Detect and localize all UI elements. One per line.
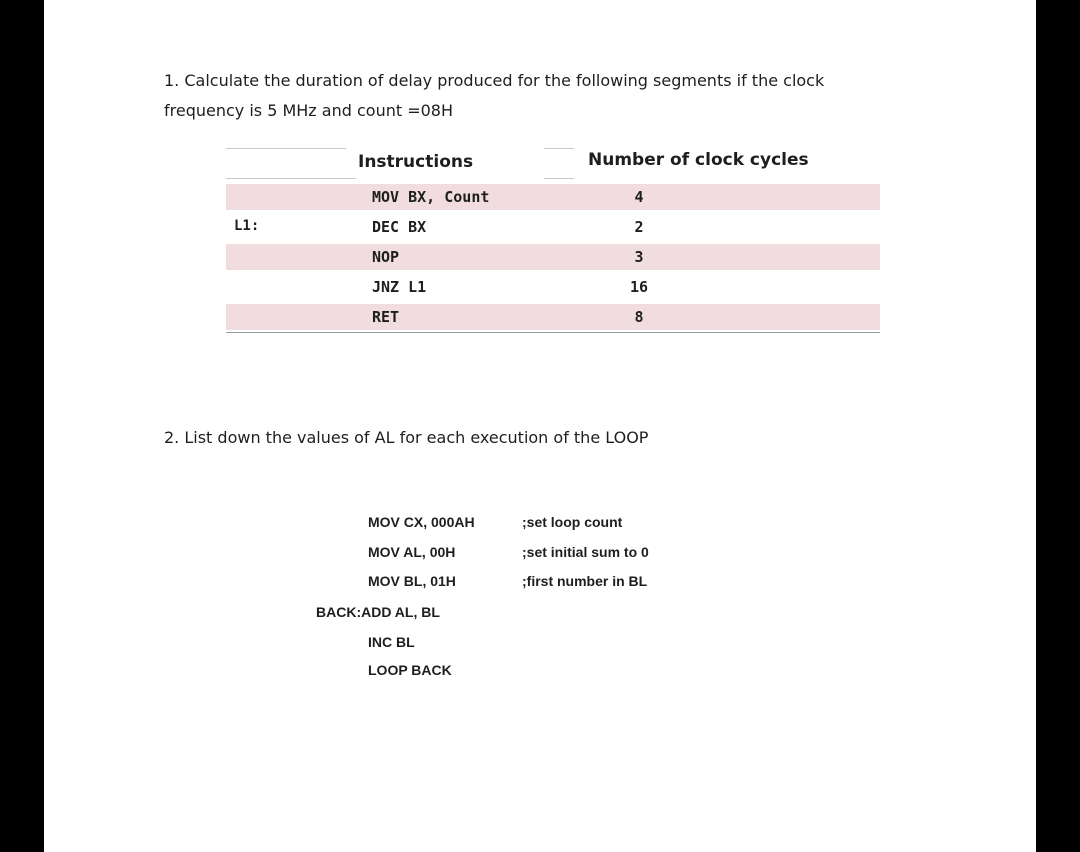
row-instruction: DEC BX (372, 218, 427, 236)
row-cycles: 4 (634, 188, 644, 206)
row-instruction: RET (372, 308, 400, 326)
table-row (226, 184, 880, 210)
code-comment: ;set initial sum to 0 (522, 544, 649, 560)
code-line: MOV CX, 000AH (368, 514, 475, 530)
row-cycles: 3 (634, 248, 644, 266)
question-1 (164, 66, 944, 126)
column-header-instructions: Instructions (358, 152, 474, 172)
code-line: INC BL (368, 634, 415, 650)
code-comment: ;first number in BL (522, 573, 648, 589)
code-line: MOV AL, 00H (368, 544, 456, 560)
table-row (226, 274, 880, 300)
row-instruction: NOP (372, 248, 400, 266)
code-comment: ;set loop count (522, 514, 623, 530)
table-row (226, 244, 880, 270)
row-instruction: MOV BX, Count (372, 188, 490, 206)
row-label: L1: (234, 218, 260, 234)
table-rule (226, 148, 346, 149)
table-row (226, 214, 880, 240)
instruction-table (226, 140, 880, 340)
row-cycles: 8 (634, 308, 644, 326)
row-cycles: 16 (629, 278, 649, 296)
question-2: 2. List down the values of AL for each execution of the LOOP (164, 428, 649, 447)
document-page (44, 0, 1036, 852)
question-1-line-2: frequency is 5 MHz and count =08H (164, 101, 453, 120)
question-1-line-1: 1. Calculate the duration of delay produced for the following segments if the clock (164, 71, 825, 90)
row-instruction: JNZ L1 (372, 278, 427, 296)
table-rule (544, 148, 574, 149)
table-rule (544, 178, 574, 179)
code-line: BACK:ADD AL, BL (316, 604, 440, 620)
column-header-clock-cycles: Number of clock cycles (588, 150, 809, 170)
code-line: MOV BL, 01H (368, 573, 456, 589)
table-row (226, 304, 880, 330)
table-rule (226, 178, 356, 179)
table-bottom-rule (226, 332, 880, 333)
code-line: LOOP BACK (368, 662, 452, 678)
row-cycles: 2 (634, 218, 644, 236)
